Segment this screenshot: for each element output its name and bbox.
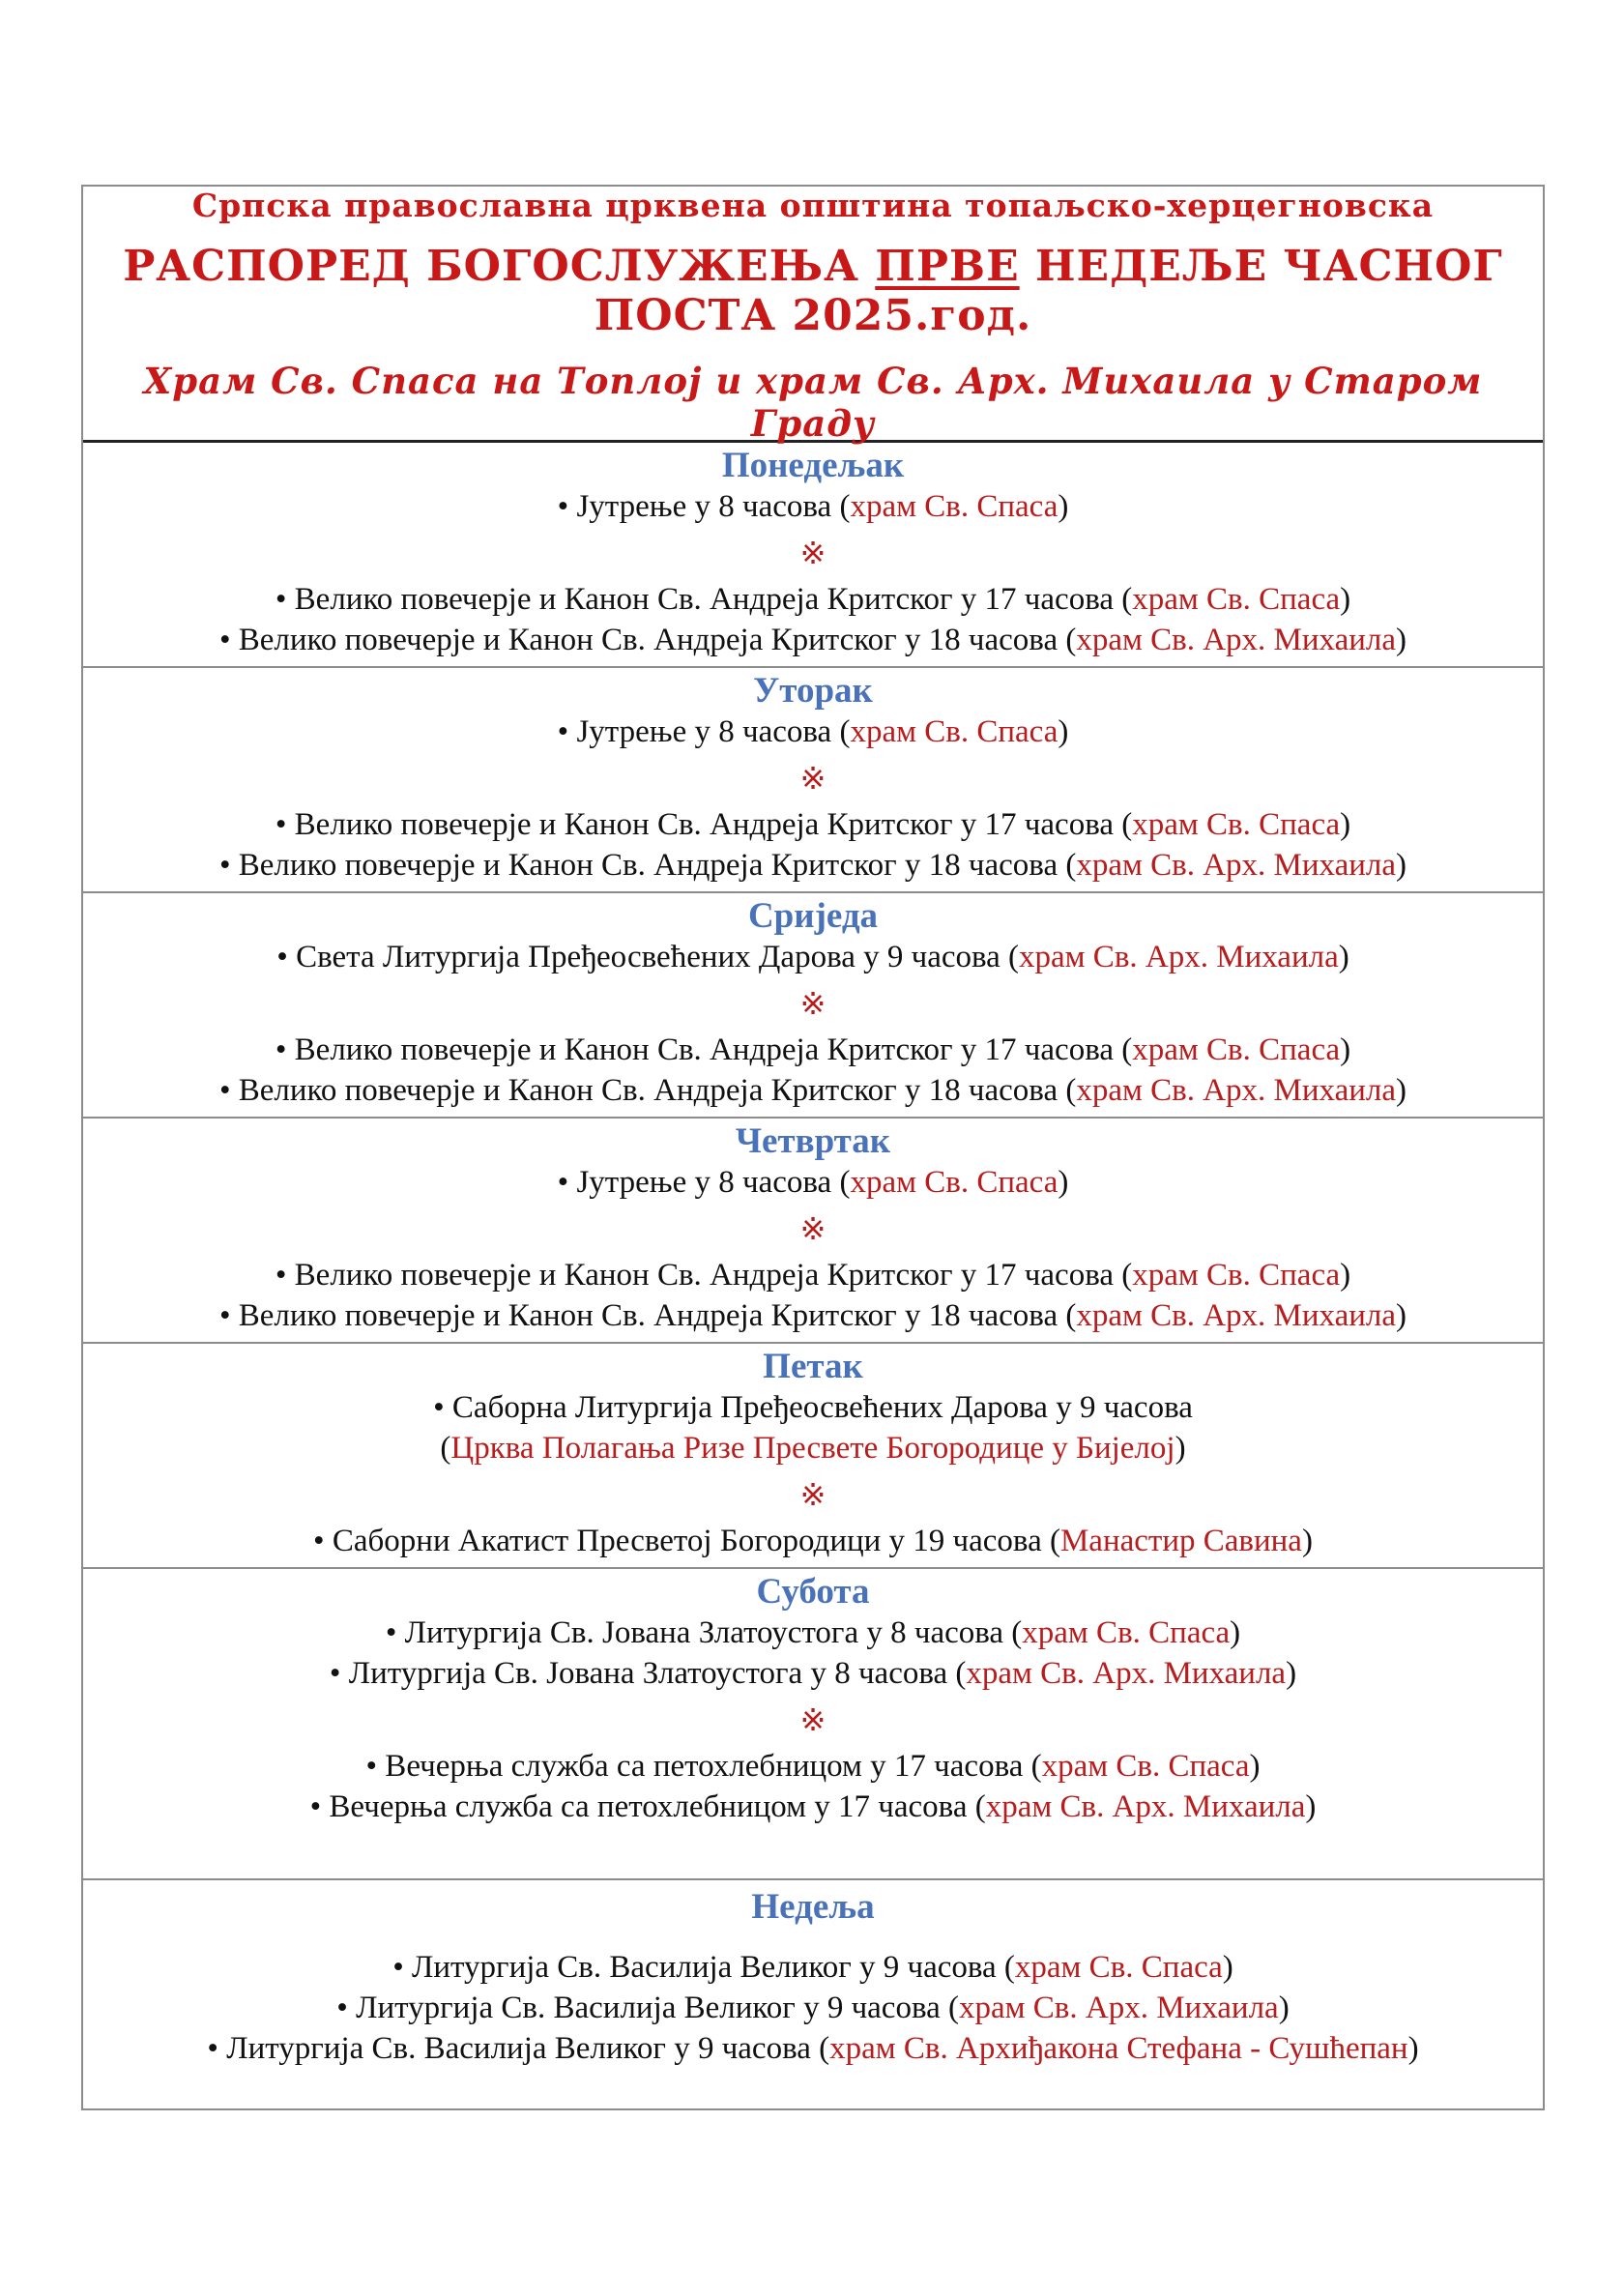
service-text: • Велико повечерје и Канон Св. Андреја Критског у 17 часова ( [275, 1032, 1133, 1067]
separator-ornament: ※ [799, 1477, 826, 1512]
service-location: храм Св. Арх. Михаила [1076, 623, 1397, 657]
service-text: • Литургија Св. Јована Златоустога у 8 часова ( [385, 1615, 1023, 1650]
schedule-title [83, 242, 1543, 340]
service-text: • Јутрење у 8 часова ( [557, 714, 851, 749]
service-location: Црква Полагања Ризе Пресвете Богородице у Бијелој [450, 1431, 1175, 1466]
service-text: • Литургија Св. Василија Великог у 9 часова ( [336, 1991, 959, 2025]
day-block [83, 443, 1543, 668]
service-text-close: ) [1340, 1258, 1351, 1293]
service-text: • Велико повечерје и Канон Св. Андреја Критског у 18 часова ( [218, 848, 1077, 883]
service-location: храм Св. Спаса [850, 1165, 1058, 1200]
service-text: • Саборна Литургија Пређеосвећених Дарова у 9 часова [433, 1390, 1193, 1425]
service-text: • Јутрење у 8 часова ( [557, 489, 851, 524]
separator-ornament: ※ [799, 986, 826, 1021]
service-line [558, 1162, 1069, 1203]
service-location: храм Св. Спаса [1132, 807, 1341, 842]
service-location: храм Св. Спаса [850, 489, 1058, 524]
service-text-close: ) [1396, 848, 1407, 883]
service-text: • Велико повечерје и Канон Св. Андреја Критског у 17 часова ( [275, 807, 1133, 842]
service-line [219, 1295, 1406, 1336]
service-text-close: ) [1286, 1656, 1297, 1691]
service-line [219, 620, 1406, 660]
service-text-close: ) [1305, 1789, 1317, 1824]
service-text: • Велико повечерје и Канон Св. Андреја Критског у 18 часова ( [218, 1073, 1077, 1108]
day-block [83, 668, 1543, 893]
service-location: храм Св. Арх. Михаила [1076, 848, 1397, 883]
day-block [83, 1880, 1543, 2108]
service-text-close: ) [1174, 1431, 1186, 1466]
service-line [366, 1746, 1261, 1787]
service-location: Манастир Савина [1059, 1524, 1302, 1558]
service-text-close: ) [1396, 623, 1407, 657]
day-name: Уторак [753, 671, 873, 711]
schedule-table [81, 185, 1545, 2110]
service-text-close: ) [1396, 1073, 1407, 1108]
service-text-close: ) [1340, 1032, 1351, 1067]
service-text-close: ) [1058, 1165, 1069, 1200]
service-line [310, 1787, 1317, 1827]
service-text-close: ) [1338, 940, 1349, 974]
service-text-close: ) [1230, 1615, 1241, 1650]
service-line [276, 804, 1350, 845]
service-location: храм Св. Арх. Михаила [1076, 1298, 1397, 1333]
service-line [386, 1613, 1240, 1653]
day-name: Недеља [751, 1887, 875, 1927]
day-block [83, 1344, 1543, 1569]
service-location: храм Св. Спаса [1132, 582, 1341, 617]
service-location: храм Св. Архиђакона Стефана - Сушћепан [829, 2031, 1408, 2066]
schedule-header [83, 187, 1543, 443]
service-text-close: ) [1340, 582, 1351, 617]
service-location: храм Св. Спаса [1022, 1615, 1231, 1650]
service-text: • Велико повечерје и Канон Св. Андреја Критског у 17 часова ( [275, 582, 1133, 617]
service-location: храм Св. Арх. Михаила [1019, 940, 1339, 974]
separator-ornament: ※ [799, 536, 826, 570]
service-text: • Велико повечерје и Канон Св. Андреја Критског у 18 часова ( [218, 623, 1077, 657]
service-line [558, 712, 1069, 752]
service-line [207, 2028, 1418, 2069]
service-location: храм Св. Спаса [1041, 1749, 1250, 1784]
schedule-title-pre: РАСПОРЕД БОГОСЛУЖЕЊА [123, 241, 876, 291]
service-line [276, 1255, 1350, 1295]
service-line [276, 579, 1350, 620]
service-location: храм Св. Арх. Михаила [966, 1656, 1287, 1691]
day-name: Петак [763, 1347, 863, 1386]
service-location: храм Св. Арх. Михаила [985, 1789, 1306, 1824]
service-text-close: ) [1340, 807, 1351, 842]
service-location: храм Св. Спаса [1132, 1032, 1341, 1067]
schedule-title-post: НЕДЕЉЕ ЧАСНОГ ПОСТА 2025.год. [594, 241, 1503, 340]
day-block [83, 893, 1543, 1119]
day-name: Четвртак [735, 1121, 891, 1161]
service-line [433, 1387, 1193, 1428]
service-text: • Јутрење у 8 часова ( [557, 1165, 851, 1200]
service-line [440, 1428, 1185, 1468]
day-block [83, 1569, 1543, 1880]
service-line [276, 937, 1348, 977]
separator-ornament: ※ [799, 1702, 826, 1737]
service-text-close: ) [1278, 1991, 1290, 2025]
service-line [276, 1030, 1350, 1070]
service-text: • Литургија Св. Василија Великог у 9 часова ( [392, 1950, 1015, 1985]
service-text: • Саборни Акатист Пресветој Богородици у 19 часова ( [313, 1524, 1060, 1558]
service-location: храм Св. Спаса [1132, 1258, 1341, 1293]
service-line [219, 1070, 1406, 1111]
service-text: • Литургија Св. Јована Златоустога у 8 часова ( [329, 1656, 967, 1691]
day-name: Субота [756, 1572, 870, 1612]
service-text-close: ) [1249, 1749, 1261, 1784]
service-text-close: ) [1396, 1298, 1407, 1333]
separator-ornament: ※ [799, 761, 826, 796]
service-text-close: ) [1407, 2031, 1419, 2066]
service-text: • Литургија Св. Василија Великог у 9 часова ( [207, 2031, 830, 2066]
churches-subtitle: Храм Св. Спаса на Топлој и храм Св. Арх. Михаила у Старом Граду [143, 359, 1483, 445]
service-text: • Вечерња служба са петохлебницом у 17 часова ( [365, 1749, 1042, 1784]
parish-title: Српска православна црквена општина топаљско-херцегновска [191, 186, 1435, 224]
service-text: • Света Литургија Пређеосвећених Дарова у 9 часова ( [276, 940, 1020, 974]
service-line [313, 1521, 1313, 1561]
separator-ornament: ※ [799, 1211, 826, 1246]
service-location: храм Св. Спаса [850, 714, 1058, 749]
service-text-close: ) [1058, 714, 1069, 749]
day-block [83, 1119, 1543, 1344]
service-text-close: ) [1222, 1950, 1233, 1985]
service-line [392, 1947, 1233, 1988]
day-name: Понедељак [721, 446, 905, 485]
service-line [336, 1988, 1289, 2028]
service-text: • Велико повечерје и Канон Св. Андреја Критског у 17 часова ( [275, 1258, 1133, 1293]
day-name: Сриједа [747, 896, 879, 936]
schedule-title-underlined: ПРВЕ [875, 241, 1020, 291]
service-location: храм Св. Арх. Михаила [959, 1991, 1279, 2025]
service-line [558, 486, 1069, 527]
service-location: храм Св. Арх. Михаила [1076, 1073, 1397, 1108]
service-text: • Велико повечерје и Канон Св. Андреја Критског у 18 часова ( [218, 1298, 1077, 1333]
service-text-close: ) [1301, 1524, 1313, 1558]
service-location: храм Св. Спаса [1014, 1950, 1223, 1985]
service-text: • Вечерња служба са петохлебницом у 17 часова ( [309, 1789, 986, 1824]
service-text-close: ) [1058, 489, 1069, 524]
service-line [330, 1653, 1296, 1694]
service-text: ( [440, 1431, 451, 1466]
service-line [219, 845, 1406, 886]
